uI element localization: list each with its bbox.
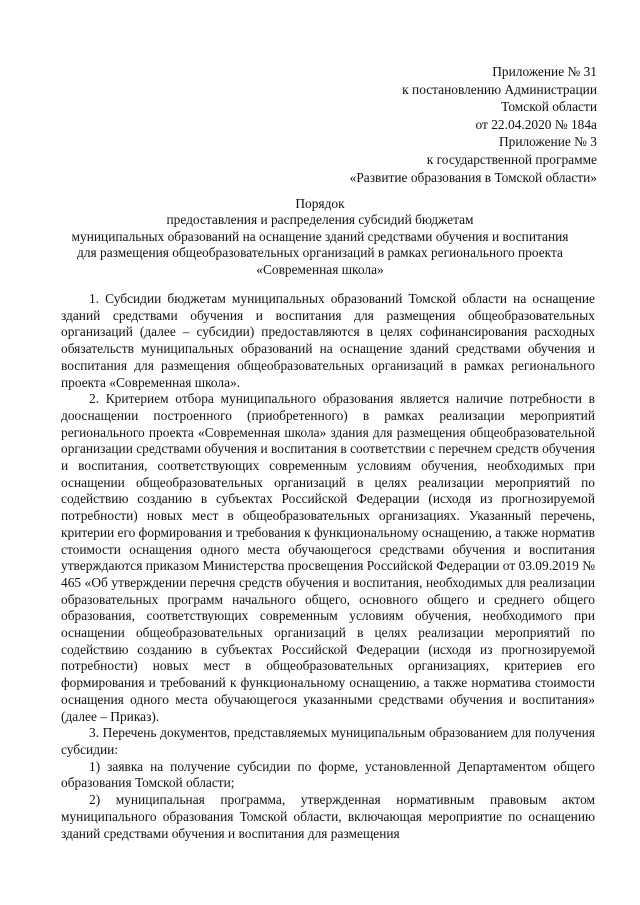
header-line: к постановлению Администрации xyxy=(402,81,597,97)
header-line: «Развитие образования в Томской области» xyxy=(349,169,597,185)
header-line: Приложение № 3 xyxy=(498,134,597,150)
title-line: Порядок xyxy=(295,196,345,211)
appendix-header xyxy=(267,63,597,186)
header-line: от 22.04.2020 № 184а xyxy=(475,116,597,132)
title-line: муниципальных образований на оснащение зданий средствами обучения и воспитания xyxy=(71,228,569,244)
title-line: для размещения общеобразовательных организаций в рамках регионального проекта xyxy=(77,245,563,261)
paragraph: 1) заявка на получение субсидии по форме, установленной Департаментом общего образования Томской области; xyxy=(61,758,595,791)
title-line: «Современная школа» xyxy=(256,261,384,277)
document-title xyxy=(40,196,600,278)
paragraph: 3. Перечень документов, представляемых муниципальным образованием для получения субсидии: xyxy=(61,725,595,757)
header-line: к государственной программе xyxy=(426,151,597,167)
title-line: предоставления и распределения субсидий бюджетам xyxy=(166,212,474,228)
paragraph: 2. Критерием отбора муниципального образования является наличие потребности в дооснащении построенного (приобретенного) в рамках реализации мероприятий регионального проекта «Современная школа» здания для размещения общеобразовательной организации средствами обучения и воспитания в соответствии с перечнем средств обучения и воспитания, соответствующих современным условиям обучения, необходимых при оснащении общеобразовательных организаций в целях реализации мероприятий по содействию созданию в субъектах Российской Федерации (исходя из прогнозируемой потребности) новых мест в общеобразовательных организациях. Указанный перечень, критерии его формирования и требования к функциональному оснащению, а также норматив стоимости оснащения одного места обучающегося средствами обучения и воспитания утверждаются приказом Министерства просвещения Российской Федерации от 03.09.2019 № 465 «Об утверждении перечня средств обучения и воспитания, необходимых для реализации образовательных программ начального общего, основного общего и среднего общего образования, соответствующих современным условиям обучения, необходимого при оснащении общеобразовательных организаций в целях реализации мероприятий по содействию созданию в субъектах Российской Федерации (исходя из прогнозируемой потребности) новых мест в общеобразовательных организациях, критериев его формирования и требований к функциональному оснащению, а также норматива стоимости оснащения одного места обучающегося указанными средствами обучения и воспитания» (далее – Приказ). xyxy=(61,391,596,724)
header-line: Томской области xyxy=(501,99,597,115)
paragraph: 2) муниципальная программа, утвержденная нормативным правовым актом муниципального образования Томской области, включающая мероприятие по оснащению зданий средствами обучения и воспитания для размещения xyxy=(61,792,595,841)
header-line: Приложение № 31 xyxy=(492,64,597,79)
paragraph: 1. Субсидии бюджетам муниципальных образований Томской области на оснащение зданий средствами обучения и воспитания для размещения общеобразовательных организаций (далее – субсидии) предоставляются в целях софинансирования расходных обязательств муниципальных образований на оснащение зданий средствами обучения и воспитания для размещения общеобразовательных организаций в рамках регионального проекта «Современная школа». xyxy=(61,291,595,390)
document-body xyxy=(61,291,595,842)
